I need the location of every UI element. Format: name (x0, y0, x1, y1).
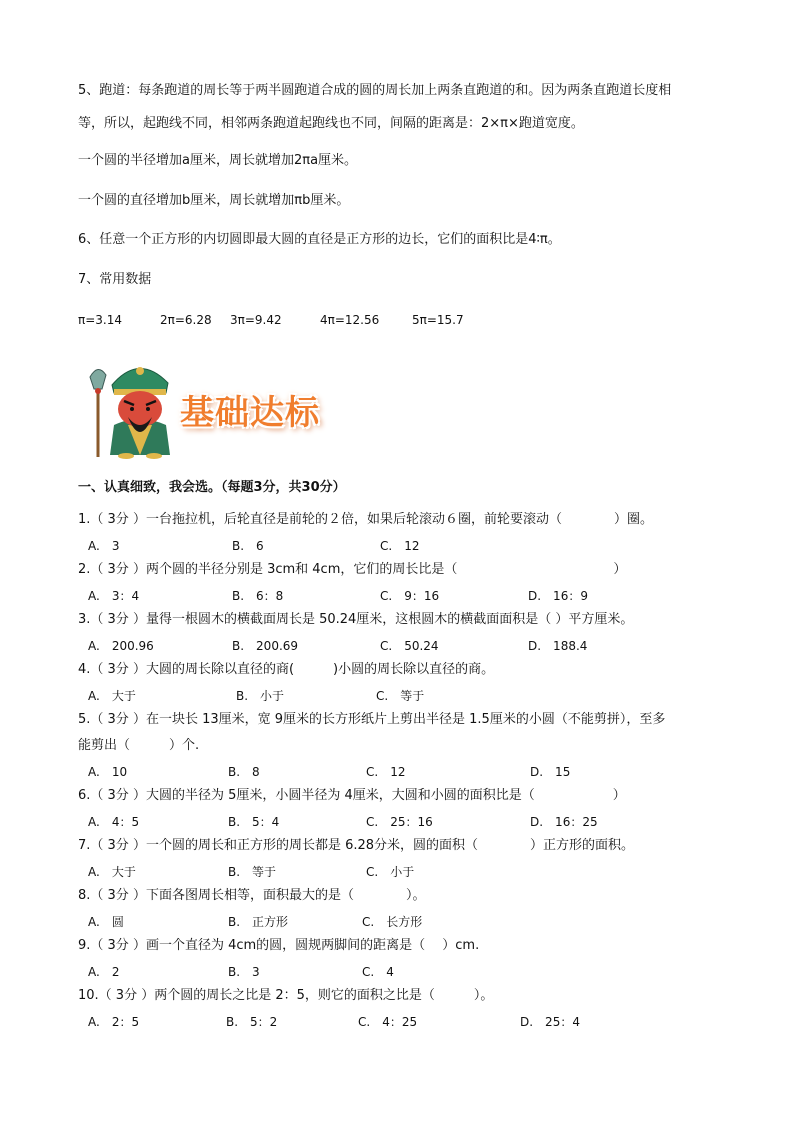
section-heading: 一、认真细致，我会选。（每题3分，共30分） (78, 480, 346, 495)
constant-value: π=3.14 (78, 313, 122, 327)
q5-option-a[interactable]: A. 10 (88, 765, 128, 779)
q3-option-a[interactable]: A. 200.96 (88, 639, 154, 653)
q8-option-b[interactable]: B. 正方形 (228, 915, 289, 929)
banner-title: 基础达标 (180, 393, 320, 433)
q4-option-a[interactable]: A. 大于 (88, 689, 136, 703)
q10-option-a[interactable]: A. 2：5 (88, 1015, 140, 1029)
q1-option-c[interactable]: C. 12 (380, 539, 420, 553)
q2-option-d[interactable]: D. 16：9 (528, 589, 588, 603)
constant-value: 4π=12.56 (320, 313, 380, 327)
q4-option-b[interactable]: B. 小于 (236, 689, 285, 703)
question-4: 4.（ 3分 ）大圆的周长除以直径的商( )小圆的周长除以直径的商。 (78, 662, 495, 677)
q9-option-a[interactable]: A. 2 (88, 965, 120, 979)
note-radius-rule: 一个圆的半径增加a厘米，周长就增加2πa厘米。 (78, 153, 358, 168)
question-1: 1.（ 3分 ）一台拖拉机，后轮直径是前轮的２倍，如果后轮滚动６圈，前轮要滚动（ ）圈。 (78, 512, 653, 527)
q6-option-b[interactable]: B. 5：4 (228, 815, 280, 829)
q3-option-d[interactable]: D. 188.4 (528, 639, 588, 653)
q10-option-c[interactable]: C. 4：25 (358, 1015, 418, 1029)
q5-option-c[interactable]: C. 12 (366, 765, 406, 779)
q1-option-a[interactable]: A. 3 (88, 539, 120, 553)
question-10: 10.（ 3分 ）两个圆的周长之比是 2：5，则它的面积之比是（ ）。 (78, 988, 494, 1003)
q7-option-c[interactable]: C. 小于 (366, 865, 415, 879)
q8-option-c[interactable]: C. 长方形 (362, 915, 423, 929)
question-2: 2.（ 3分 ）两个圆的半径分别是 3cm和 4cm，它们的周长比是（ ） (78, 562, 627, 577)
q2-option-b[interactable]: B. 6：8 (232, 589, 284, 603)
q2-option-c[interactable]: C. 9：16 (380, 589, 440, 603)
q5-option-d[interactable]: D. 15 (530, 765, 571, 779)
q8-option-a[interactable]: A. 圆 (88, 915, 124, 929)
q3-option-c[interactable]: C. 50.24 (380, 639, 439, 653)
note-5-line1: 5、跑道：每条跑道的周长等于两半圆跑道合成的圆的周长加上两条直跑道的和。因为两条直跑道长度相 (78, 83, 672, 98)
q3-option-b[interactable]: B. 200.69 (232, 639, 299, 653)
q1-option-b[interactable]: B. 6 (232, 539, 264, 553)
question-5-cont: 能剪出（ ）个. (78, 738, 200, 753)
question-7: 7.（ 3分 ）一个圆的周长和正方形的周长都是 6.28分米，圆的面积（ ）正方形的面积。 (78, 838, 635, 853)
q7-option-b[interactable]: B. 等于 (228, 865, 277, 879)
question-9: 9.（ 3分 ）画一个直径为 4cm的圆，圆规两脚间的距离是（ ）cm. (78, 938, 480, 953)
constant-value: 2π=6.28 (160, 313, 212, 327)
q2-option-a[interactable]: A. 3：4 (88, 589, 140, 603)
question-5: 5.（ 3分 ）在一块长 13厘米，宽 9厘米的长方形纸片上剪出半径是 1.5厘米的小圆（不能剪拼），至多 (78, 712, 666, 727)
guan-yu-mascot-icon (84, 355, 184, 460)
q9-option-c[interactable]: C. 4 (362, 965, 394, 979)
q6-option-d[interactable]: D. 16：25 (530, 815, 598, 829)
q10-option-b[interactable]: B. 5：2 (226, 1015, 278, 1029)
constant-value: 5π=15.7 (412, 313, 464, 327)
note-5-line2: 等，所以，起跑线不同，相邻两条跑道起跑线也不同，间隔的距离是：2×π×跑道宽度。 (78, 116, 584, 131)
question-6: 6.（ 3分 ）大圆的半径为 5厘米，小圆半径为 4厘米，大圆和小圆的面积比是（ ） (78, 788, 626, 803)
q5-option-b[interactable]: B. 8 (228, 765, 260, 779)
q10-option-d[interactable]: D. 25：4 (520, 1015, 580, 1029)
q7-option-a[interactable]: A. 大于 (88, 865, 136, 879)
question-3: 3.（ 3分 ）量得一根圆木的横截面周长是 50.24厘米，这根圆木的横截面面积是（ ）平方厘米。 (78, 612, 634, 627)
question-8: 8.（ 3分 ）下面各图周长相等，面积最大的是（ ）。 (78, 888, 426, 903)
q4-option-c[interactable]: C. 等于 (376, 689, 425, 703)
note-6: 6、任意一个正方形的内切圆即最大圆的直径是正方形的边长，它们的面积比是4∶π。 (78, 232, 561, 247)
note-7-title: 7、常用数据 (78, 272, 152, 287)
constant-value: 3π=9.42 (230, 313, 282, 327)
q9-option-b[interactable]: B. 3 (228, 965, 260, 979)
note-diameter-rule: 一个圆的直径增加b厘米，周长就增加πb厘米。 (78, 193, 350, 208)
q6-option-a[interactable]: A. 4：5 (88, 815, 140, 829)
q6-option-c[interactable]: C. 25：16 (366, 815, 433, 829)
